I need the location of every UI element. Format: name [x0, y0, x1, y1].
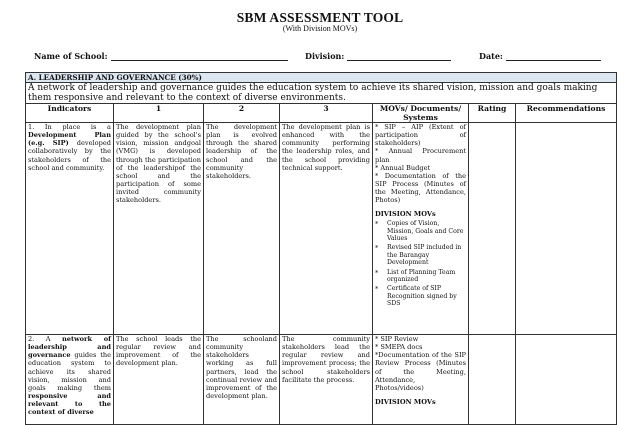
movs-cell: [373, 123, 469, 335]
date-input[interactable]: [506, 52, 601, 61]
mov-item: * SIP – AIP (Extent of participation of stakeholders): [375, 123, 466, 148]
recommendations-cell[interactable]: [516, 335, 617, 425]
mov-item: *Documentation of the SIP Review Process (Minutes of the Meeting, Attendance, Photos/videos): [375, 351, 466, 392]
indicator-text: 1. In place is a: [28, 123, 111, 132]
indicator-text: developed collaboratively by the stakeholders of the school and community.: [28, 139, 111, 172]
table-row: [26, 123, 617, 335]
division-movs-title: DIVISION MOVs: [375, 210, 436, 219]
col-indicators: Indicators: [26, 104, 114, 123]
mov-item: * Annual Budget: [375, 163, 431, 172]
mov-item: * Annual Procurement plan: [375, 147, 466, 164]
level-1-cell: The development plan guided by the school's vision, mission andgoal (VMG) is developed through the participation of the leadershipof the school and the participation of some invited community stakeholders.: [114, 123, 204, 335]
division-mov-item: * Revised SIP included in the Barangay Development: [375, 244, 462, 267]
col-3: 3: [280, 104, 373, 123]
rating-cell[interactable]: [469, 123, 516, 335]
section-description-row: [26, 83, 617, 104]
col-rating: Rating: [469, 104, 516, 123]
table-row: [26, 335, 617, 425]
col-recommendations: Recommendations: [516, 104, 617, 123]
col-movs: MOVs/ Documents/ Systems: [373, 104, 469, 123]
division-mov-item: * List of Planning Team organized: [375, 268, 456, 284]
date-label: Date:: [479, 51, 503, 61]
division-movs-title: DIVISION MOVs: [375, 397, 436, 406]
division-field: [305, 51, 451, 61]
assessment-table: [25, 72, 617, 425]
division-mov-item: * Copies of Vision, Mission, Goals and Core Values: [375, 220, 464, 243]
indicator-cell: [26, 123, 114, 335]
page-subtitle: (With Division MOVs): [282, 24, 358, 33]
section-description: A network of leadership and governance guides the education system to achieve its shared vision, mission and goals making them responsive and relevant to the context of diverse environments.: [26, 83, 617, 104]
level-1-cell: The school leads the regular review and improvement of the development plan.: [114, 335, 204, 425]
school-name-input[interactable]: [111, 52, 288, 61]
page-title: SBM ASSESSMENT TOOL: [236, 10, 404, 25]
rating-cell[interactable]: [469, 335, 516, 425]
col-1: 1: [114, 104, 204, 123]
division-mov-item: * Certificate of SIP Recognition signed by SDS: [375, 285, 457, 308]
col-2: 2: [204, 104, 280, 123]
indicator-bold-text: Development Plan (e.g. SIP): [28, 131, 111, 148]
indicator-cell: [26, 335, 114, 425]
column-header-row: [26, 104, 617, 123]
mov-item: * Documentation of the SIP Process (Minutes of the Meeting, Attendance, Photos): [375, 171, 466, 205]
school-name-label: Name of School:: [34, 51, 108, 61]
indicator-bold-text: responsive and relevant to the context of diverse: [28, 391, 111, 417]
level-2-cell: The schooland community stakeholders working as full partners, lead the continual review and improvement of the development plan.: [204, 335, 280, 425]
indicator-bold-text: network of leadership and governance: [28, 335, 111, 360]
school-name-field: [34, 51, 288, 61]
movs-cell: [373, 335, 469, 425]
mov-item: * SIP Review: [375, 335, 419, 344]
level-3-cell: The community stakeholders lead the regular review and improvement process; the school stakeholders facilitate the process.: [280, 335, 373, 425]
level-2-cell: The development plan is evolved through the shared leadership of the school and the community stakeholders.: [204, 123, 280, 335]
indicator-text: guides the education system to achieve its shared vision, mission and goals making them: [28, 351, 111, 392]
mov-item: * SMEPA docs: [375, 343, 423, 352]
division-input[interactable]: [347, 52, 451, 61]
division-label: Division:: [305, 51, 345, 61]
indicator-text: 2. A: [28, 335, 51, 344]
level-3-cell: The development plan is enhanced with the community performing the leadership roles, and the school providing technical support.: [280, 123, 373, 335]
date-field: [479, 51, 601, 61]
section-header-row: [26, 73, 617, 83]
recommendations-cell[interactable]: [516, 123, 617, 335]
section-title: A. LEADERSHIP AND GOVERNANCE (30%): [26, 73, 617, 83]
